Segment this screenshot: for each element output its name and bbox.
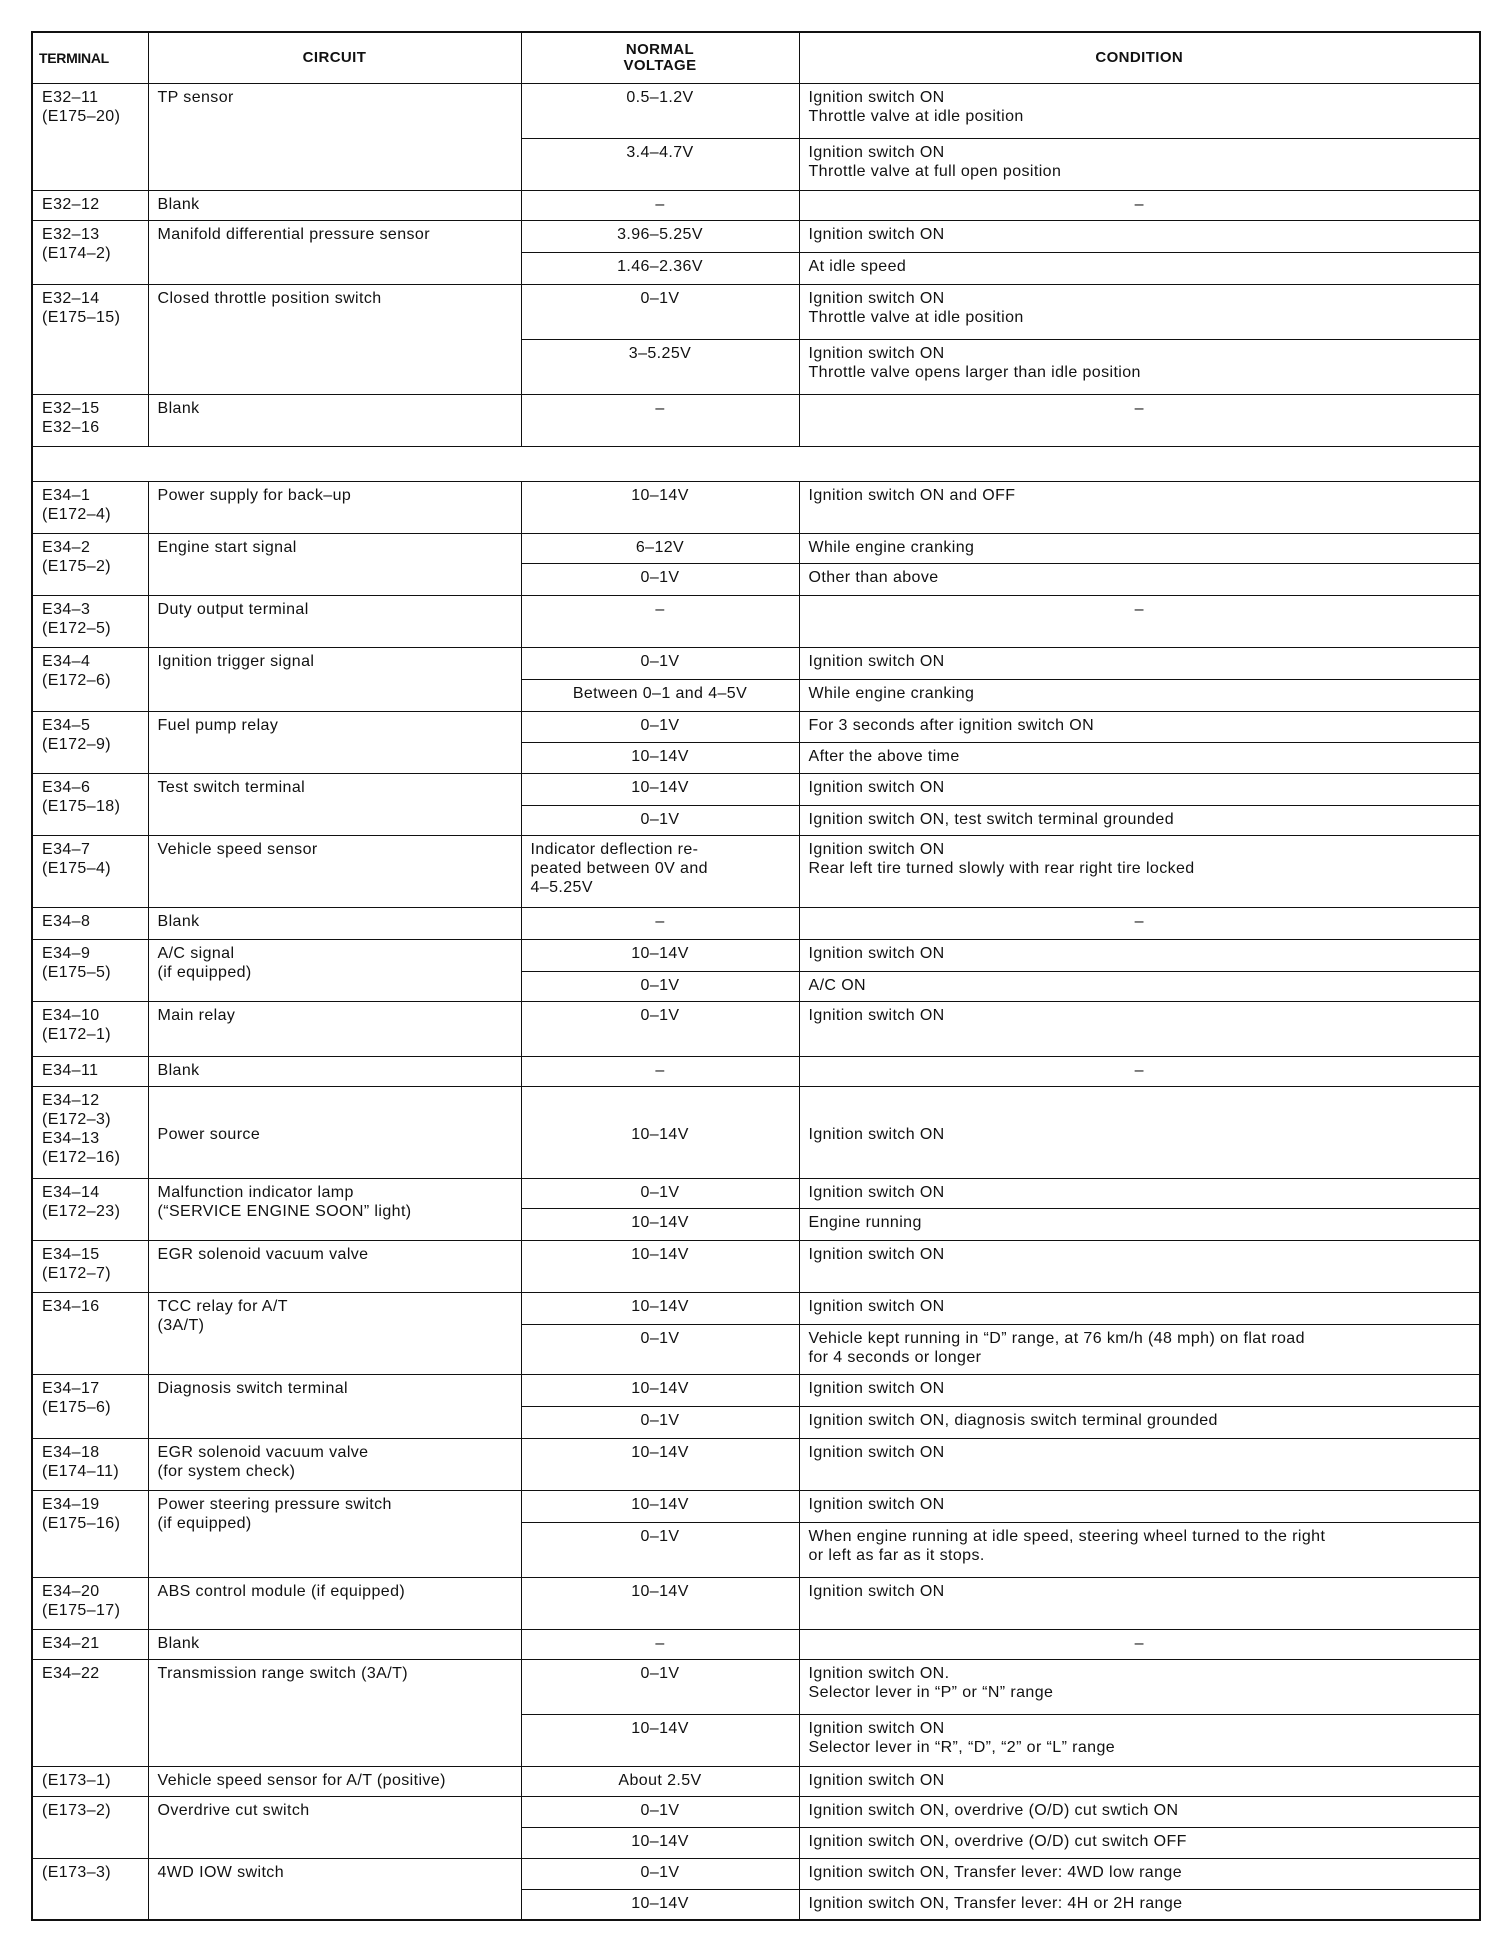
condition-cell: Ignition switch ON, overdrive (O/D) cut switch OFF [799, 1827, 1480, 1858]
header-circuit: CIRCUIT [148, 32, 521, 83]
terminal-cell: E34–20 (E175–17) [32, 1577, 148, 1629]
normal-voltage-cell: 0–1V [521, 1659, 799, 1714]
normal-voltage-cell: 0–1V [521, 1796, 799, 1827]
terminal-cell: E32–13 (E174–2) [32, 220, 148, 284]
terminal-cell: E34–14 (E172–23) [32, 1178, 148, 1240]
condition-cell: Ignition switch ON Throttle valve at full open position [799, 138, 1480, 190]
separator-cell [32, 446, 1480, 481]
table-row [32, 394, 1480, 446]
normal-voltage-cell: 10–14V [521, 1086, 799, 1178]
normal-voltage-cell: – [521, 190, 799, 220]
table-row [32, 1629, 1480, 1659]
terminal-cell: E32–14 (E175–15) [32, 284, 148, 394]
circuit-cell: Duty output terminal [148, 595, 521, 647]
normal-voltage-cell: 3.96–5.25V [521, 220, 799, 252]
normal-voltage-cell: 0–1V [521, 1406, 799, 1438]
condition-cell: Ignition switch ON and OFF [799, 481, 1480, 533]
condition-cell: Ignition switch ON Throttle valve opens larger than idle position [799, 339, 1480, 394]
normal-voltage-cell: 10–14V [521, 1292, 799, 1324]
circuit-cell: Vehicle speed sensor [148, 835, 521, 907]
terminal-cell: (E173–3) [32, 1858, 148, 1920]
condition-cell: Ignition switch ON [799, 1577, 1480, 1629]
condition-cell: Ignition switch ON [799, 773, 1480, 805]
normal-voltage-cell: 10–14V [521, 1374, 799, 1406]
table-row [32, 835, 1480, 907]
normal-voltage-cell: 10–14V [521, 1714, 799, 1766]
condition-cell: Ignition switch ON Rear left tire turned slowly with rear right tire locked [799, 835, 1480, 907]
normal-voltage-cell: 0–1V [521, 805, 799, 835]
normal-voltage-cell: Indicator deflection re- peated between 0V and 4–5.25V [521, 835, 799, 907]
terminal-cell: E34–9 (E175–5) [32, 939, 148, 1001]
condition-cell: A/C ON [799, 971, 1480, 1001]
normal-voltage-cell: 10–14V [521, 1577, 799, 1629]
terminal-cell: E34–21 [32, 1629, 148, 1659]
circuit-cell: Power supply for back–up [148, 481, 521, 533]
terminal-cell: E34–11 [32, 1056, 148, 1086]
condition-cell: – [799, 1629, 1480, 1659]
circuit-cell: Test switch terminal [148, 773, 521, 835]
circuit-cell: Power source [148, 1086, 521, 1178]
terminal-cell: E34–16 [32, 1292, 148, 1374]
condition-cell: Ignition switch ON [799, 1766, 1480, 1796]
circuit-cell: Manifold differential pressure sensor [148, 220, 521, 284]
circuit-cell: Fuel pump relay [148, 711, 521, 773]
table-row [32, 1577, 1480, 1629]
normal-voltage-cell: 0–1V [521, 647, 799, 679]
normal-voltage-cell: 10–14V [521, 742, 799, 773]
normal-voltage-cell: About 2.5V [521, 1766, 799, 1796]
terminal-cell: E34–3 (E172–5) [32, 595, 148, 647]
terminal-cell: E34–10 (E172–1) [32, 1001, 148, 1056]
condition-cell: Ignition switch ON Throttle valve at idle position [799, 83, 1480, 138]
normal-voltage-cell: – [521, 394, 799, 446]
table-row [32, 284, 1480, 339]
normal-voltage-cell: – [521, 1056, 799, 1086]
normal-voltage-cell: 0–1V [521, 711, 799, 742]
condition-cell: – [799, 394, 1480, 446]
terminal-cell: E34–8 [32, 907, 148, 939]
condition-cell: Ignition switch ON, test switch terminal grounded [799, 805, 1480, 835]
condition-cell: While engine cranking [799, 679, 1480, 711]
circuit-cell: Main relay [148, 1001, 521, 1056]
table-row [32, 1766, 1480, 1796]
normal-voltage-cell: 10–14V [521, 1208, 799, 1240]
condition-cell: Other than above [799, 563, 1480, 595]
header-terminal: TERMINAL [32, 32, 148, 83]
normal-voltage-cell: 10–14V [521, 1827, 799, 1858]
table-row [32, 83, 1480, 138]
condition-cell: Ignition switch ON Throttle valve at idle position [799, 284, 1480, 339]
circuit-cell: Blank [148, 394, 521, 446]
normal-voltage-cell: 10–14V [521, 1490, 799, 1522]
table-row [32, 220, 1480, 252]
table-row [32, 773, 1480, 805]
table-row [32, 481, 1480, 533]
condition-cell: When engine running at idle speed, steering wheel turned to the right or left as far as it stops. [799, 1522, 1480, 1577]
circuit-cell: Diagnosis switch terminal [148, 1374, 521, 1438]
condition-cell: Ignition switch ON [799, 1438, 1480, 1490]
circuit-cell: TCC relay for A/T (3A/T) [148, 1292, 521, 1374]
terminal-cell: E34–2 (E175–2) [32, 533, 148, 595]
terminal-cell: E34–15 (E172–7) [32, 1240, 148, 1292]
normal-voltage-cell: 10–14V [521, 1240, 799, 1292]
normal-voltage-cell: – [521, 1629, 799, 1659]
condition-cell: – [799, 1056, 1480, 1086]
condition-cell: Ignition switch ON, overdrive (O/D) cut swtich ON [799, 1796, 1480, 1827]
terminal-cell: E34–1 (E172–4) [32, 481, 148, 533]
normal-voltage-cell: 0–1V [521, 1001, 799, 1056]
terminal-cell: E34–7 (E175–4) [32, 835, 148, 907]
table-row [32, 711, 1480, 742]
terminal-cell: E34–17 (E175–6) [32, 1374, 148, 1438]
normal-voltage-cell: 3–5.25V [521, 339, 799, 394]
condition-cell: Ignition switch ON. Selector lever in “P” or “N” range [799, 1659, 1480, 1714]
normal-voltage-cell: – [521, 595, 799, 647]
table-row [32, 939, 1480, 971]
circuit-cell: Blank [148, 1056, 521, 1086]
condition-cell: Ignition switch ON [799, 939, 1480, 971]
normal-voltage-cell: 0–1V [521, 1178, 799, 1208]
normal-voltage-cell: 0–1V [521, 1324, 799, 1374]
condition-cell: Ignition switch ON [799, 220, 1480, 252]
condition-cell: While engine cranking [799, 533, 1480, 563]
terminal-cell: E34–22 [32, 1659, 148, 1766]
terminal-cell: E34–5 (E172–9) [32, 711, 148, 773]
condition-cell: Engine running [799, 1208, 1480, 1240]
condition-cell: Ignition switch ON [799, 1292, 1480, 1324]
normal-voltage-cell: 10–14V [521, 1889, 799, 1920]
normal-voltage-cell: 0–1V [521, 1522, 799, 1577]
terminal-cell: E32–11 (E175–20) [32, 83, 148, 190]
table-row [32, 1086, 1480, 1178]
normal-voltage-cell: 0–1V [521, 971, 799, 1001]
normal-voltage-cell: 10–14V [521, 1438, 799, 1490]
table-row [32, 1490, 1480, 1522]
circuit-cell: Malfunction indicator lamp (“SERVICE ENGINE SOON” light) [148, 1178, 521, 1240]
terminal-cell: (E173–2) [32, 1796, 148, 1858]
table-row [32, 1796, 1480, 1827]
circuit-cell: A/C signal (if equipped) [148, 939, 521, 1001]
condition-cell: Ignition switch ON [799, 1490, 1480, 1522]
condition-cell: Ignition switch ON [799, 647, 1480, 679]
table-row [32, 190, 1480, 220]
header-normal-voltage: NORMAL VOLTAGE [521, 32, 799, 83]
condition-cell: After the above time [799, 742, 1480, 773]
normal-voltage-cell: 3.4–4.7V [521, 138, 799, 190]
condition-cell: – [799, 907, 1480, 939]
circuit-cell: Ignition trigger signal [148, 647, 521, 711]
condition-cell: – [799, 190, 1480, 220]
condition-cell: Ignition switch ON, Transfer lever: 4H or 2H range [799, 1889, 1480, 1920]
table-row [32, 1056, 1480, 1086]
normal-voltage-cell: 10–14V [521, 481, 799, 533]
terminal-cell: E34–18 (E174–11) [32, 1438, 148, 1490]
condition-cell: For 3 seconds after ignition switch ON [799, 711, 1480, 742]
condition-cell: Ignition switch ON [799, 1086, 1480, 1178]
normal-voltage-cell: 1.46–2.36V [521, 252, 799, 284]
section-separator [32, 446, 1480, 481]
circuit-cell: Blank [148, 190, 521, 220]
table-row [32, 1858, 1480, 1889]
circuit-cell: Engine start signal [148, 533, 521, 595]
normal-voltage-cell: 0–1V [521, 563, 799, 595]
normal-voltage-cell: 0.5–1.2V [521, 83, 799, 138]
terminal-cell: E34–4 (E172–6) [32, 647, 148, 711]
table-row [32, 533, 1480, 563]
circuit-cell: ABS control module (if equipped) [148, 1577, 521, 1629]
condition-cell: Ignition switch ON [799, 1001, 1480, 1056]
terminal-cell: E32–15 E32–16 [32, 394, 148, 446]
condition-cell: Ignition switch ON, diagnosis switch terminal grounded [799, 1406, 1480, 1438]
circuit-cell: EGR solenoid vacuum valve [148, 1240, 521, 1292]
circuit-cell: Closed throttle position switch [148, 284, 521, 394]
circuit-cell: Vehicle speed sensor for A/T (positive) [148, 1766, 521, 1796]
normal-voltage-cell: 0–1V [521, 1858, 799, 1889]
condition-cell: Vehicle kept running in “D” range, at 76 km/h (48 mph) on flat road for 4 seconds or longer [799, 1324, 1480, 1374]
circuit-cell: Power steering pressure switch (if equipped) [148, 1490, 521, 1577]
condition-cell: Ignition switch ON [799, 1178, 1480, 1208]
terminal-cell: E32–12 [32, 190, 148, 220]
table-row [32, 1438, 1480, 1490]
circuit-cell: 4WD IOW switch [148, 1858, 521, 1920]
circuit-cell: Blank [148, 907, 521, 939]
terminal-voltage-table [31, 31, 1481, 1921]
condition-cell: Ignition switch ON [799, 1374, 1480, 1406]
table-row [32, 1001, 1480, 1056]
table-row [32, 1659, 1480, 1714]
circuit-cell: EGR solenoid vacuum valve (for system check) [148, 1438, 521, 1490]
normal-voltage-cell: 10–14V [521, 773, 799, 805]
terminal-cell: E34–6 (E175–18) [32, 773, 148, 835]
header-row [32, 32, 1480, 83]
normal-voltage-cell: – [521, 907, 799, 939]
condition-cell: – [799, 595, 1480, 647]
table-row [32, 1178, 1480, 1208]
header-condition: CONDITION [799, 32, 1480, 83]
circuit-cell: Blank [148, 1629, 521, 1659]
table-row [32, 907, 1480, 939]
terminal-cell: E34–19 (E175–16) [32, 1490, 148, 1577]
condition-cell: Ignition switch ON Selector lever in “R”, “D”, “2” or “L” range [799, 1714, 1480, 1766]
normal-voltage-cell: 6–12V [521, 533, 799, 563]
normal-voltage-cell: 10–14V [521, 939, 799, 971]
condition-cell: Ignition switch ON, Transfer lever: 4WD low range [799, 1858, 1480, 1889]
terminal-cell: E34–12 (E172–3) E34–13 (E172–16) [32, 1086, 148, 1178]
condition-cell: At idle speed [799, 252, 1480, 284]
table-row [32, 595, 1480, 647]
terminal-cell: (E173–1) [32, 1766, 148, 1796]
circuit-cell: TP sensor [148, 83, 521, 190]
circuit-cell: Overdrive cut switch [148, 1796, 521, 1858]
table-row [32, 1292, 1480, 1324]
normal-voltage-cell: Between 0–1 and 4–5V [521, 679, 799, 711]
condition-cell: Ignition switch ON [799, 1240, 1480, 1292]
table-row [32, 1240, 1480, 1292]
table-row [32, 647, 1480, 679]
circuit-cell: Transmission range switch (3A/T) [148, 1659, 521, 1766]
table-body [32, 83, 1480, 1920]
normal-voltage-cell: 0–1V [521, 284, 799, 339]
table-row [32, 1374, 1480, 1406]
